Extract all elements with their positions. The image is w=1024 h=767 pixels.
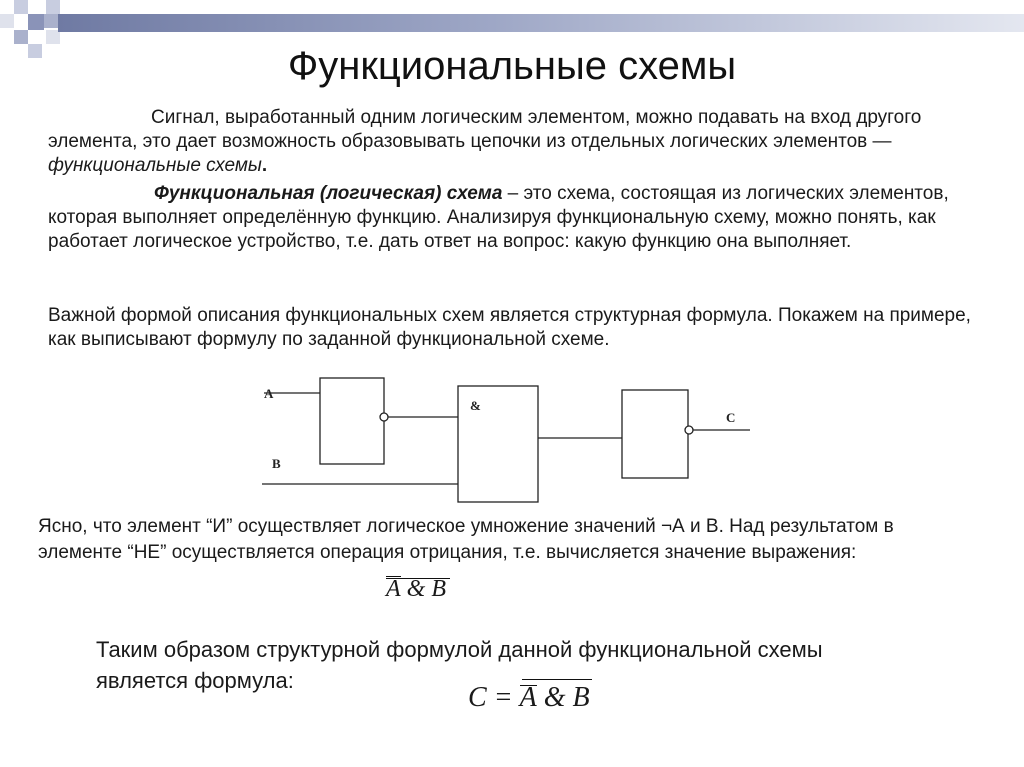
paragraph-conclusion: Таким образом структурной формулой данной функциональной схемы является формула: xyxy=(96,637,823,693)
input-a-label: A xyxy=(264,386,274,401)
slide-title: Функциональные схемы xyxy=(287,44,737,88)
paragraph-explanation: Ясно, что элемент “И” осуществляет логическое умножение значений ¬А и В. Над результатом в элементе “НЕ” осуществляется операция отрицания, т.е. вычисляется значение выражения: xyxy=(38,516,894,563)
formula-expression: A & B xyxy=(386,576,446,603)
output-c-label: C xyxy=(726,410,736,425)
not-gate-output xyxy=(622,390,688,478)
definition-text: – это схема, состоящая из логических элементов, которая выполняет определённую функцию. Анализируя функциональную схему, можно понять, как работает логическое устройство, т.е. дать ответ на вопрос: какую функцию она выполняет. xyxy=(48,183,949,252)
inversion-bubble-a xyxy=(380,413,388,421)
logic-circuit-diagram xyxy=(250,370,770,510)
paragraph-intro: Сигнал, выработанный одним логическим элементом, можно подавать на вход другого элемента, это дает возможность образовывать цепочки из отдельных логических элементов — функциональные схемы. xyxy=(48,107,922,176)
and-symbol: & xyxy=(470,398,481,413)
definition-term: Функциональная (логическая) схема xyxy=(154,183,503,204)
inversion-bubble-output xyxy=(685,426,693,434)
paragraph-intro-text: Сигнал, выработанный одним логическим элементом, можно подавать на вход другого элемента, это дает возможность образовывать цепочки из отдельных логических элементов — xyxy=(48,107,922,152)
paragraph-intro-italic: функциональные схемы xyxy=(48,155,262,176)
paragraph-structural-formula: Важной формой описания функциональных схем является структурная формула. Покажем на примере, как выписывают формулу по заданной функциональной схеме. xyxy=(48,305,971,350)
not-gate-a xyxy=(320,378,384,464)
input-b-label: B xyxy=(272,456,281,471)
formula2-not-a: A xyxy=(519,682,537,713)
formula-structural: C = A & B xyxy=(468,682,590,714)
formula-not-a: A xyxy=(386,576,401,602)
paragraph-definition xyxy=(48,182,978,254)
header-gradient-bar xyxy=(58,14,1024,32)
